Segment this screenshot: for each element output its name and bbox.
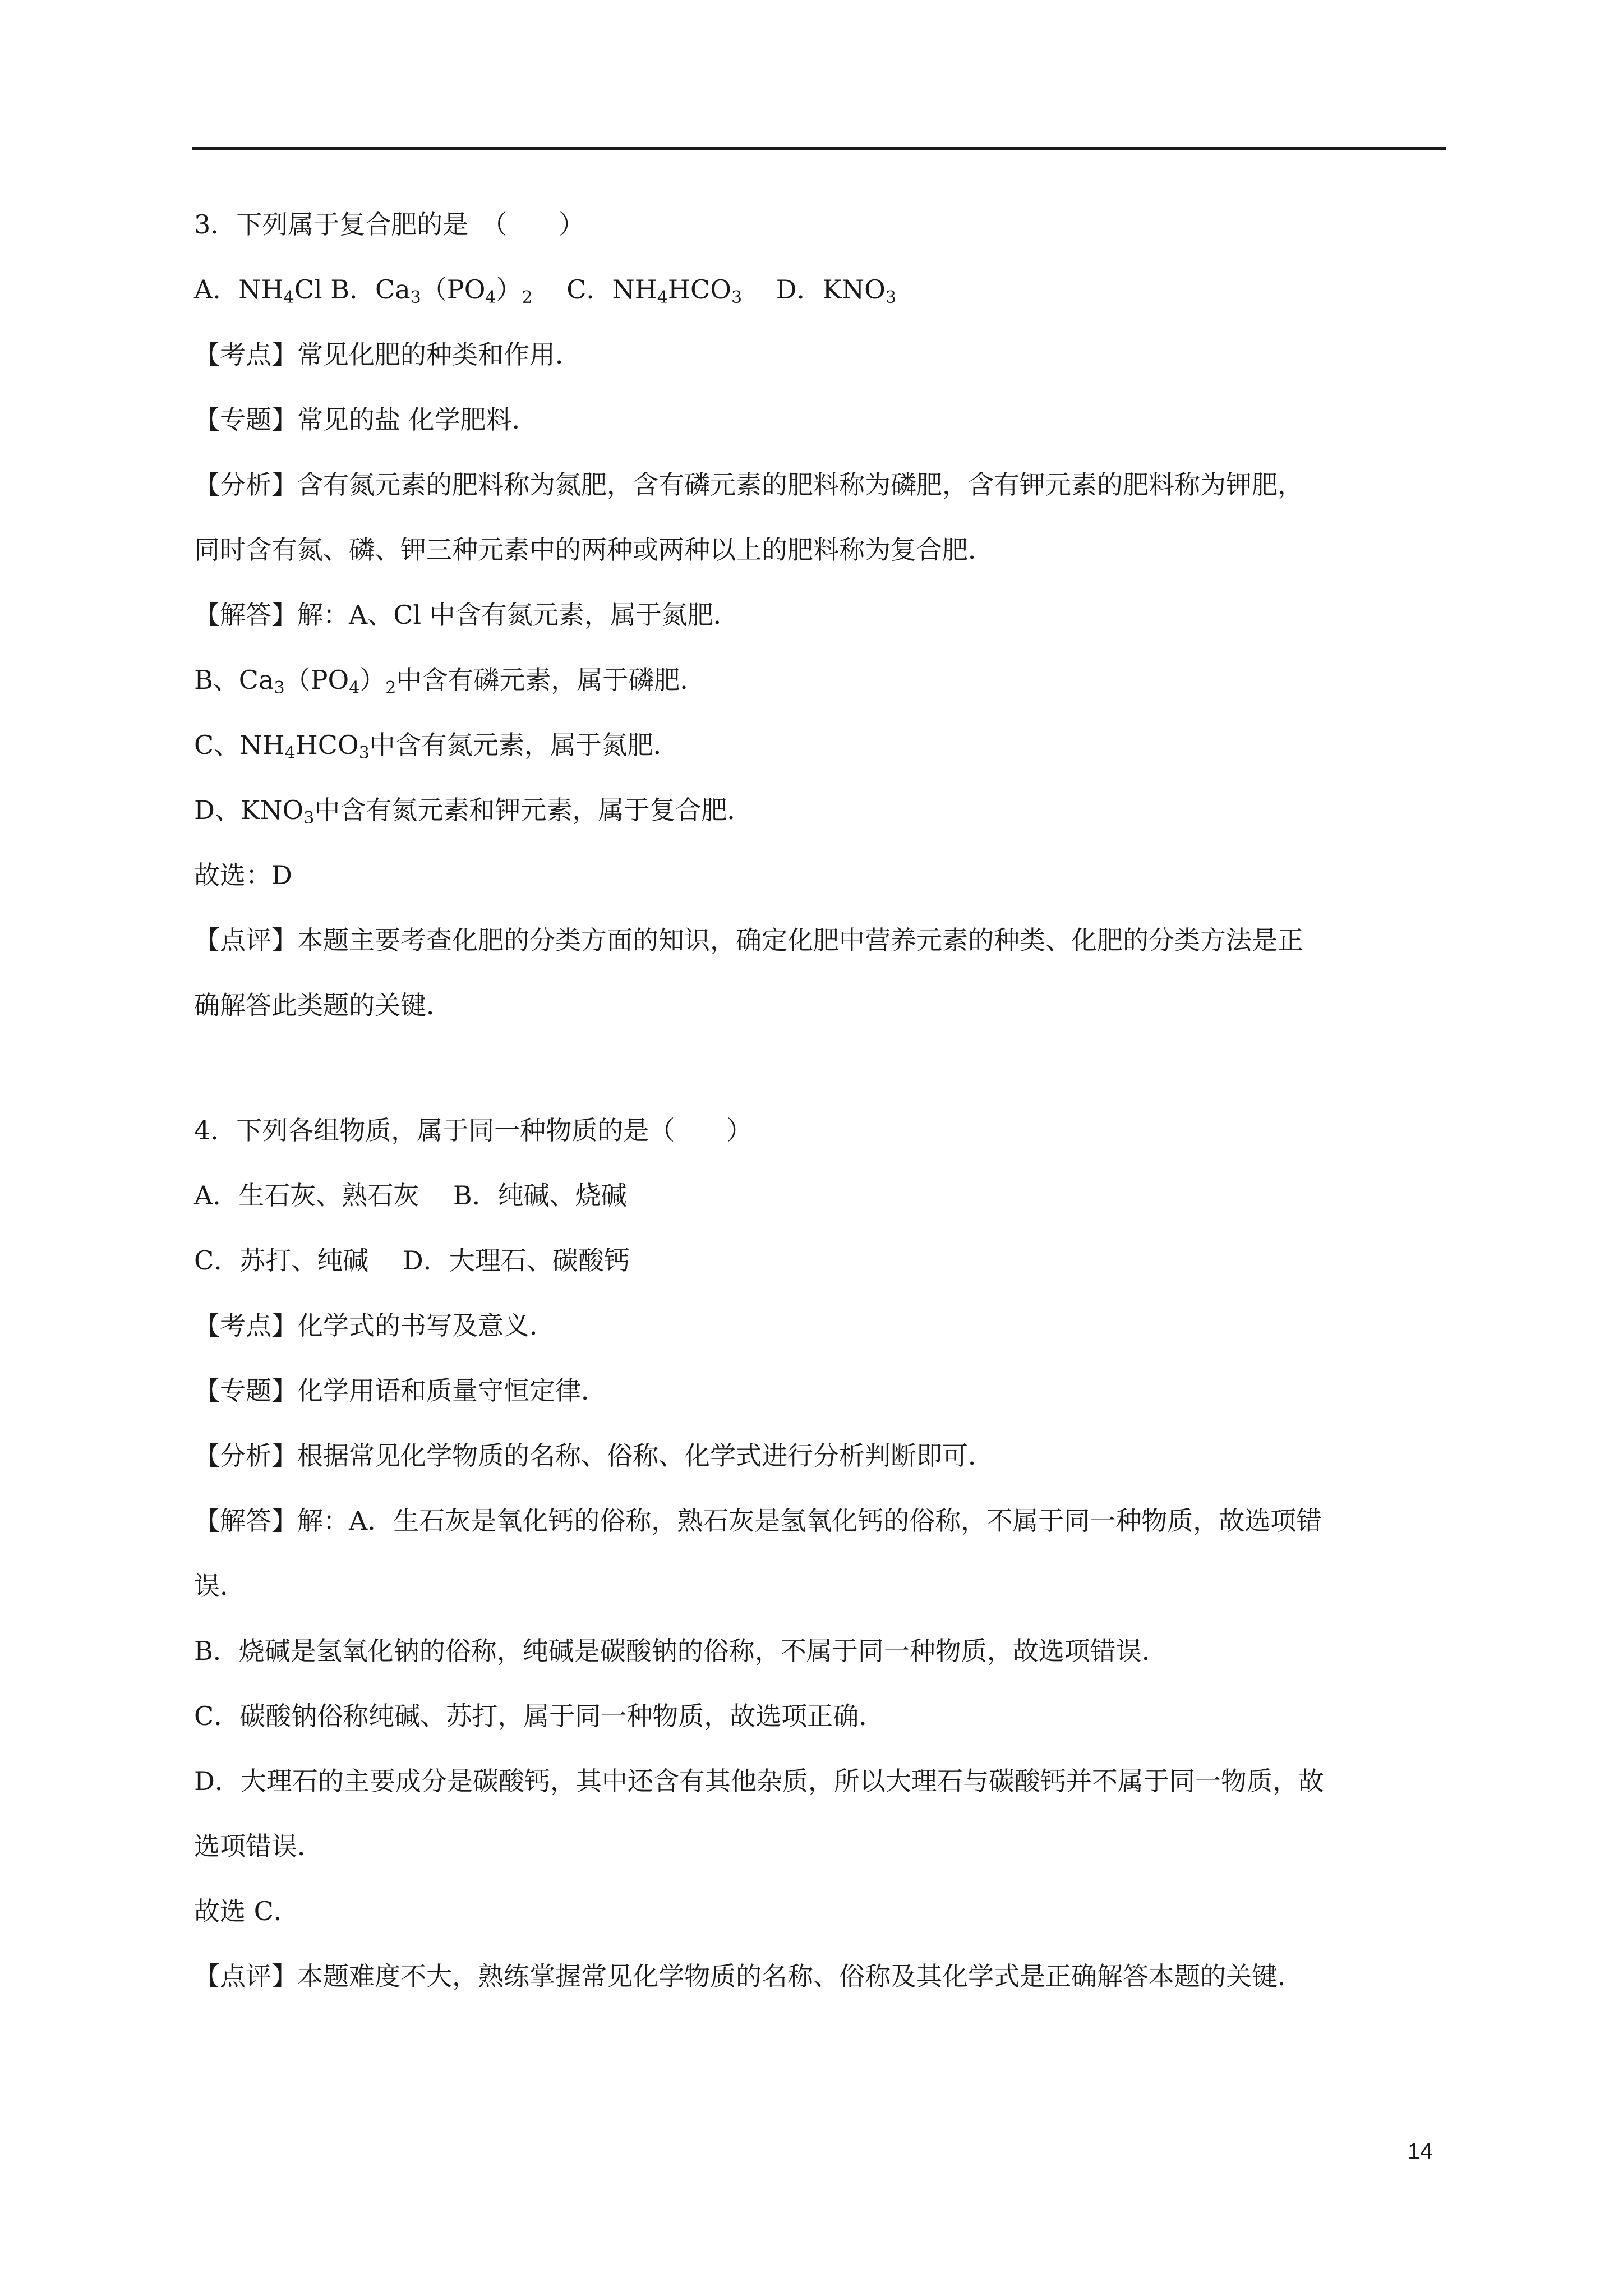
- q4-dianping: 【点评】本题难度不大，熟练掌握常见化学物质的名称、俗称及其化学式是正确解答本题的关键．: [194, 1961, 1303, 1991]
- q4-jieda-b: B．烧碱是氢氧化钠的俗称，纯碱是碳酸钠的俗称，不属于同一种物质，故选项错误．: [194, 1636, 1168, 1666]
- header-rule: [192, 147, 1446, 150]
- q3-stem: 3．下列属于复合肥的是 （ ）: [194, 209, 585, 240]
- q4-jieda-d-line2: 选项错误．: [194, 1831, 323, 1861]
- q3-fenxi-line2: 同时含有氮、磷、钾三种元素中的两种或两种以上的肥料称为复合肥．: [194, 535, 994, 565]
- q3-jieda-c: C、$NH_4HCO_3$中含有氮元素，属于氮肥．: [194, 730, 679, 763]
- q4-jieda-line2: 误．: [194, 1571, 246, 1601]
- q4-options-line1: A．生石灰、熟石灰 B．纯碱、烧碱: [194, 1180, 627, 1211]
- q4-jieda-c: C．碳酸钠俗称纯碱、苏打，属于同一种物质，故选项正确．: [194, 1701, 885, 1731]
- q4-zhuanti: 【专题】化学用语和质量守恒定律．: [194, 1375, 607, 1406]
- page-number: 14: [1408, 2139, 1433, 2164]
- q3-jieda-b: B、$Ca_3(PO_4)_2$中含有磷元素，属于磷肥．: [194, 665, 706, 698]
- q3-jieda-a: 【解答】解：A、Cl 中含有氮元素，属于氮肥．: [194, 600, 739, 630]
- q3-kaodian: 【考点】常见化肥的种类和作用．: [194, 339, 581, 370]
- q3-options: A．$NH_4Cl$ B．$Ca_3(PO_4)_2$ C．$NH_4HCO_3$ D．$KNO_3$: [194, 274, 896, 307]
- q3-dianping-line2: 确解答此类题的关键．: [194, 990, 452, 1020]
- q4-options-line2: C．苏打、纯碱 D．大理石、碳酸钙: [194, 1245, 630, 1276]
- q4-answer: 故选 C．: [194, 1896, 299, 1926]
- q4-jieda-line1: 【解答】解：A．生石灰是氧化钙的俗称，熟石灰是氢氧化钙的俗称，不属于同一种物质，故选项错: [194, 1506, 1322, 1536]
- q4-stem: 4．下列各组物质，属于同一种物质的是（ ）: [194, 1115, 753, 1145]
- q4-kaodian: 【考点】化学式的书写及意义．: [194, 1310, 555, 1341]
- q3-fenxi-line1: 【分析】含有氮元素的肥料称为氮肥，含有磷元素的肥料称为磷肥，含有钾元素的肥料称为钾肥，: [194, 470, 1303, 500]
- q3-answer: 故选：D: [194, 860, 292, 890]
- q3-zhuanti: 【专题】常见的盐 化学肥料．: [194, 404, 538, 435]
- q3-dianping-line1: 【点评】本题主要考查化肥的分类方面的知识，确定化肥中营养元素的种类、化肥的分类方法是正: [194, 925, 1303, 955]
- q4-fenxi: 【分析】根据常见化学物质的名称、俗称、化学式进行分析判断即可．: [194, 1441, 994, 1471]
- q4-jieda-d-line1: D．大理石的主要成分是碳酸钙，其中还含有其他杂质，所以大理石与碳酸钙并不属于同一物质，故: [194, 1766, 1324, 1796]
- q3-jieda-d: D、$KNO_3$中含有氮元素和钾元素，属于复合肥．: [194, 795, 753, 828]
